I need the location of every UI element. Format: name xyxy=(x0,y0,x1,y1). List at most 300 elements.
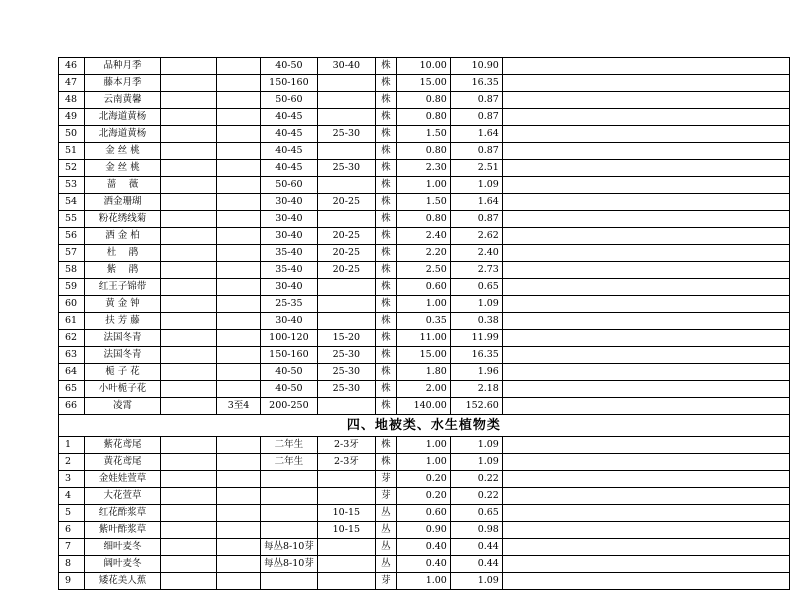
section-title: 四、地被类、水生植物类 xyxy=(59,415,790,437)
cell-name: 紫 鹃 xyxy=(85,262,161,279)
table-row xyxy=(59,177,790,194)
cell-unit: 芽 xyxy=(375,573,396,590)
cell-price-1: 1.00 xyxy=(396,437,450,454)
cell-price-1: 1.50 xyxy=(396,126,450,143)
cell-spec-1 xyxy=(261,505,318,522)
cell-spec-2 xyxy=(317,573,375,590)
cell-price-1: 1.00 xyxy=(396,177,450,194)
cell-name: 蔷 薇 xyxy=(85,177,161,194)
table-row xyxy=(59,573,790,590)
cell-spec-2: 30-40 xyxy=(317,58,375,75)
cell-col3 xyxy=(161,573,217,590)
cell-spec-2: 25-30 xyxy=(317,126,375,143)
cell-name: 法国冬青 xyxy=(85,330,161,347)
cell-col4 xyxy=(217,522,261,539)
table-row xyxy=(59,488,790,505)
table-row xyxy=(59,228,790,245)
cell-no: 63 xyxy=(59,347,85,364)
cell-spec-1 xyxy=(261,471,318,488)
cell-col4 xyxy=(217,454,261,471)
cell-no: 46 xyxy=(59,58,85,75)
cell-name: 藤本月季 xyxy=(85,75,161,92)
cell-no: 47 xyxy=(59,75,85,92)
cell-price-2: 0.65 xyxy=(450,505,502,522)
cell-price-1: 10.00 xyxy=(396,58,450,75)
cell-name: 大花萱草 xyxy=(85,488,161,505)
cell-spec-1: 30-40 xyxy=(261,194,318,211)
cell-spec-2: 25-30 xyxy=(317,364,375,381)
table-row xyxy=(59,313,790,330)
cell-blank xyxy=(502,228,789,245)
cell-blank xyxy=(502,75,789,92)
cell-unit: 丛 xyxy=(375,505,396,522)
cell-price-1: 0.20 xyxy=(396,471,450,488)
cell-spec-2 xyxy=(317,177,375,194)
cell-price-1: 0.90 xyxy=(396,522,450,539)
cell-price-2: 0.87 xyxy=(450,92,502,109)
cell-spec-1: 30-40 xyxy=(261,279,318,296)
cell-price-1: 0.40 xyxy=(396,539,450,556)
cell-col3 xyxy=(161,381,217,398)
cell-price-1: 0.35 xyxy=(396,313,450,330)
cell-unit: 株 xyxy=(375,177,396,194)
cell-col4 xyxy=(217,437,261,454)
table-row xyxy=(59,58,790,75)
cell-unit: 株 xyxy=(375,245,396,262)
cell-col3 xyxy=(161,143,217,160)
cell-no: 61 xyxy=(59,313,85,330)
cell-spec-2: 25-30 xyxy=(317,381,375,398)
cell-spec-2 xyxy=(317,296,375,313)
cell-unit: 株 xyxy=(375,296,396,313)
table-row xyxy=(59,109,790,126)
cell-no: 53 xyxy=(59,177,85,194)
cell-no: 50 xyxy=(59,126,85,143)
cell-spec-1: 40-50 xyxy=(261,381,318,398)
cell-name: 北海道黄杨 xyxy=(85,109,161,126)
cell-col4 xyxy=(217,330,261,347)
table-row xyxy=(59,296,790,313)
cell-unit: 株 xyxy=(375,126,396,143)
cell-price-2: 10.90 xyxy=(450,58,502,75)
cell-blank xyxy=(502,262,789,279)
cell-col3 xyxy=(161,296,217,313)
cell-unit: 株 xyxy=(375,398,396,415)
cell-col4 xyxy=(217,364,261,381)
cell-col4 xyxy=(217,505,261,522)
cell-blank xyxy=(502,126,789,143)
cell-spec-1 xyxy=(261,488,318,505)
cell-price-1: 0.40 xyxy=(396,556,450,573)
cell-col4 xyxy=(217,109,261,126)
cell-blank xyxy=(502,454,789,471)
cell-price-2: 0.22 xyxy=(450,488,502,505)
cell-spec-1: 150-160 xyxy=(261,75,318,92)
cell-name: 阔叶麦冬 xyxy=(85,556,161,573)
cell-no: 2 xyxy=(59,454,85,471)
cell-spec-2 xyxy=(317,398,375,415)
cell-col3 xyxy=(161,313,217,330)
table-body-section-3 xyxy=(59,58,790,415)
cell-price-2: 2.62 xyxy=(450,228,502,245)
cell-unit: 株 xyxy=(375,364,396,381)
cell-spec-1: 40-50 xyxy=(261,364,318,381)
cell-spec-1: 30-40 xyxy=(261,211,318,228)
cell-name: 扶 芳 藤 xyxy=(85,313,161,330)
cell-spec-1 xyxy=(261,522,318,539)
cell-col4 xyxy=(217,539,261,556)
cell-name: 粉花绣线菊 xyxy=(85,211,161,228)
cell-spec-1: 50-60 xyxy=(261,177,318,194)
cell-price-2: 1.09 xyxy=(450,573,502,590)
cell-col3 xyxy=(161,194,217,211)
cell-no: 62 xyxy=(59,330,85,347)
cell-price-2: 1.09 xyxy=(450,177,502,194)
cell-no: 54 xyxy=(59,194,85,211)
cell-blank xyxy=(502,211,789,228)
cell-no: 57 xyxy=(59,245,85,262)
cell-unit: 丛 xyxy=(375,539,396,556)
cell-col3 xyxy=(161,92,217,109)
cell-price-1: 1.50 xyxy=(396,194,450,211)
cell-col4 xyxy=(217,177,261,194)
table-row xyxy=(59,143,790,160)
cell-name: 金 丝 桃 xyxy=(85,143,161,160)
cell-spec-1: 40-45 xyxy=(261,160,318,177)
cell-spec-1: 40-50 xyxy=(261,58,318,75)
cell-blank xyxy=(502,347,789,364)
cell-spec-2: 20-25 xyxy=(317,262,375,279)
cell-price-2: 1.64 xyxy=(450,126,502,143)
cell-no: 64 xyxy=(59,364,85,381)
table-row xyxy=(59,398,790,415)
cell-col4 xyxy=(217,58,261,75)
cell-spec-2: 20-25 xyxy=(317,228,375,245)
cell-spec-1: 25-35 xyxy=(261,296,318,313)
cell-col4 xyxy=(217,228,261,245)
cell-spec-1 xyxy=(261,573,318,590)
cell-unit: 株 xyxy=(375,279,396,296)
cell-unit: 芽 xyxy=(375,471,396,488)
cell-blank xyxy=(502,177,789,194)
cell-price-1: 1.00 xyxy=(396,454,450,471)
cell-spec-1: 二年生 xyxy=(261,454,318,471)
cell-col3 xyxy=(161,522,217,539)
cell-no: 58 xyxy=(59,262,85,279)
cell-price-1: 2.30 xyxy=(396,160,450,177)
cell-spec-1: 200-250 xyxy=(261,398,318,415)
cell-name: 紫花鸢尾 xyxy=(85,437,161,454)
cell-spec-2: 25-30 xyxy=(317,347,375,364)
cell-price-2: 0.44 xyxy=(450,539,502,556)
cell-blank xyxy=(502,160,789,177)
cell-spec-2 xyxy=(317,539,375,556)
table-row xyxy=(59,92,790,109)
section-header xyxy=(59,415,790,437)
cell-price-2: 0.87 xyxy=(450,143,502,160)
cell-col4: 3至4 xyxy=(217,398,261,415)
cell-no: 60 xyxy=(59,296,85,313)
cell-spec-1: 40-45 xyxy=(261,143,318,160)
cell-price-2: 2.40 xyxy=(450,245,502,262)
cell-name: 黄花鸢尾 xyxy=(85,454,161,471)
cell-price-1: 0.60 xyxy=(396,505,450,522)
cell-name: 洒 金 柏 xyxy=(85,228,161,245)
cell-name: 红王子锦带 xyxy=(85,279,161,296)
table-row xyxy=(59,522,790,539)
cell-price-2: 0.87 xyxy=(450,109,502,126)
cell-spec-1: 二年生 xyxy=(261,437,318,454)
cell-price-1: 0.60 xyxy=(396,279,450,296)
cell-price-1: 2.40 xyxy=(396,228,450,245)
cell-price-2: 0.98 xyxy=(450,522,502,539)
table-row xyxy=(59,160,790,177)
cell-col3 xyxy=(161,539,217,556)
cell-col3 xyxy=(161,471,217,488)
cell-blank xyxy=(502,296,789,313)
cell-price-2: 0.44 xyxy=(450,556,502,573)
table-row xyxy=(59,330,790,347)
cell-col4 xyxy=(217,92,261,109)
cell-spec-2 xyxy=(317,488,375,505)
cell-no: 49 xyxy=(59,109,85,126)
cell-blank xyxy=(502,488,789,505)
cell-price-2: 0.22 xyxy=(450,471,502,488)
cell-unit: 丛 xyxy=(375,522,396,539)
cell-col3 xyxy=(161,177,217,194)
cell-price-1: 1.00 xyxy=(396,573,450,590)
cell-col4 xyxy=(217,75,261,92)
cell-spec-1: 35-40 xyxy=(261,262,318,279)
cell-col3 xyxy=(161,160,217,177)
cell-blank xyxy=(502,381,789,398)
cell-blank xyxy=(502,539,789,556)
cell-spec-1: 每丛8-10芽 xyxy=(261,539,318,556)
cell-col3 xyxy=(161,505,217,522)
cell-spec-2: 10-15 xyxy=(317,522,375,539)
cell-name: 细叶麦冬 xyxy=(85,539,161,556)
cell-name: 杜 鹃 xyxy=(85,245,161,262)
cell-spec-2: 25-30 xyxy=(317,160,375,177)
cell-spec-2 xyxy=(317,556,375,573)
cell-col3 xyxy=(161,126,217,143)
cell-col3 xyxy=(161,58,217,75)
cell-blank xyxy=(502,437,789,454)
cell-col3 xyxy=(161,228,217,245)
cell-unit: 株 xyxy=(375,109,396,126)
table-row xyxy=(59,194,790,211)
cell-unit: 株 xyxy=(375,330,396,347)
cell-name: 云南黄馨 xyxy=(85,92,161,109)
cell-spec-2: 20-25 xyxy=(317,245,375,262)
cell-spec-1: 50-60 xyxy=(261,92,318,109)
cell-blank xyxy=(502,109,789,126)
cell-unit: 株 xyxy=(375,454,396,471)
cell-blank xyxy=(502,330,789,347)
cell-col4 xyxy=(217,143,261,160)
cell-col3 xyxy=(161,330,217,347)
cell-col4 xyxy=(217,211,261,228)
table-row xyxy=(59,505,790,522)
cell-col4 xyxy=(217,262,261,279)
cell-col4 xyxy=(217,471,261,488)
cell-price-2: 0.38 xyxy=(450,313,502,330)
cell-price-2: 2.51 xyxy=(450,160,502,177)
cell-no: 59 xyxy=(59,279,85,296)
cell-col3 xyxy=(161,109,217,126)
cell-col3 xyxy=(161,75,217,92)
cell-col4 xyxy=(217,245,261,262)
cell-price-1: 15.00 xyxy=(396,75,450,92)
cell-name: 北海道黄杨 xyxy=(85,126,161,143)
cell-blank xyxy=(502,573,789,590)
cell-col3 xyxy=(161,364,217,381)
cell-blank xyxy=(502,505,789,522)
cell-unit: 株 xyxy=(375,58,396,75)
table-row xyxy=(59,539,790,556)
cell-col3 xyxy=(161,245,217,262)
cell-spec-2 xyxy=(317,211,375,228)
cell-unit: 株 xyxy=(375,211,396,228)
cell-name: 矮花美人蕉 xyxy=(85,573,161,590)
cell-spec-2 xyxy=(317,471,375,488)
cell-col3 xyxy=(161,488,217,505)
cell-spec-1: 40-45 xyxy=(261,109,318,126)
cell-blank xyxy=(502,398,789,415)
cell-unit: 株 xyxy=(375,262,396,279)
cell-spec-2: 15-20 xyxy=(317,330,375,347)
cell-no: 5 xyxy=(59,505,85,522)
cell-price-1: 1.80 xyxy=(396,364,450,381)
cell-spec-1: 100-120 xyxy=(261,330,318,347)
cell-no: 66 xyxy=(59,398,85,415)
cell-spec-2: 20-25 xyxy=(317,194,375,211)
cell-blank xyxy=(502,92,789,109)
cell-spec-1: 30-40 xyxy=(261,313,318,330)
cell-name: 金 丝 桃 xyxy=(85,160,161,177)
cell-no: 52 xyxy=(59,160,85,177)
cell-blank xyxy=(502,194,789,211)
cell-price-2: 0.65 xyxy=(450,279,502,296)
cell-unit: 株 xyxy=(375,92,396,109)
cell-price-1: 0.80 xyxy=(396,211,450,228)
cell-price-2: 2.73 xyxy=(450,262,502,279)
table-row xyxy=(59,437,790,454)
cell-no: 8 xyxy=(59,556,85,573)
cell-price-2: 1.09 xyxy=(450,296,502,313)
cell-price-1: 140.00 xyxy=(396,398,450,415)
cell-no: 1 xyxy=(59,437,85,454)
cell-blank xyxy=(502,471,789,488)
cell-blank xyxy=(502,279,789,296)
cell-no: 48 xyxy=(59,92,85,109)
cell-no: 6 xyxy=(59,522,85,539)
table-row xyxy=(59,381,790,398)
cell-col4 xyxy=(217,488,261,505)
cell-price-2: 16.35 xyxy=(450,347,502,364)
cell-name: 小叶栀子花 xyxy=(85,381,161,398)
cell-col4 xyxy=(217,126,261,143)
cell-price-2: 2.18 xyxy=(450,381,502,398)
table-row xyxy=(59,279,790,296)
cell-col4 xyxy=(217,194,261,211)
cell-spec-2: 10-15 xyxy=(317,505,375,522)
cell-name: 凌霄 xyxy=(85,398,161,415)
cell-spec-1: 35-40 xyxy=(261,245,318,262)
cell-col4 xyxy=(217,556,261,573)
cell-price-1: 0.20 xyxy=(396,488,450,505)
cell-col3 xyxy=(161,262,217,279)
cell-unit: 株 xyxy=(375,160,396,177)
cell-name: 红花酢浆草 xyxy=(85,505,161,522)
cell-blank xyxy=(502,245,789,262)
cell-col4 xyxy=(217,279,261,296)
cell-unit: 株 xyxy=(375,381,396,398)
cell-col3 xyxy=(161,556,217,573)
cell-price-2: 1.09 xyxy=(450,437,502,454)
cell-no: 51 xyxy=(59,143,85,160)
cell-price-2: 1.64 xyxy=(450,194,502,211)
cell-price-2: 1.09 xyxy=(450,454,502,471)
cell-name: 黄 金 钟 xyxy=(85,296,161,313)
cell-col3 xyxy=(161,211,217,228)
cell-col3 xyxy=(161,279,217,296)
table-row xyxy=(59,262,790,279)
cell-unit: 株 xyxy=(375,194,396,211)
cell-col4 xyxy=(217,573,261,590)
cell-price-1: 11.00 xyxy=(396,330,450,347)
cell-spec-2: 2-3牙 xyxy=(317,454,375,471)
cell-unit: 株 xyxy=(375,313,396,330)
cell-price-1: 2.00 xyxy=(396,381,450,398)
cell-col3 xyxy=(161,347,217,364)
cell-name: 法国冬青 xyxy=(85,347,161,364)
cell-price-1: 0.80 xyxy=(396,109,450,126)
cell-blank xyxy=(502,522,789,539)
table-row xyxy=(59,245,790,262)
cell-price-2: 152.60 xyxy=(450,398,502,415)
cell-unit: 株 xyxy=(375,228,396,245)
cell-unit: 株 xyxy=(375,143,396,160)
cell-col3 xyxy=(161,454,217,471)
cell-price-1: 2.20 xyxy=(396,245,450,262)
cell-spec-2 xyxy=(317,109,375,126)
cell-spec-1: 150-160 xyxy=(261,347,318,364)
table-row xyxy=(59,75,790,92)
price-table xyxy=(58,57,790,590)
cell-blank xyxy=(502,556,789,573)
cell-col3 xyxy=(161,437,217,454)
cell-price-1: 1.00 xyxy=(396,296,450,313)
cell-no: 4 xyxy=(59,488,85,505)
cell-spec-2 xyxy=(317,75,375,92)
cell-blank xyxy=(502,143,789,160)
cell-unit: 株 xyxy=(375,75,396,92)
cell-spec-2 xyxy=(317,143,375,160)
cell-blank xyxy=(502,364,789,381)
table-row xyxy=(59,347,790,364)
cell-no: 56 xyxy=(59,228,85,245)
cell-blank xyxy=(502,313,789,330)
cell-spec-1: 30-40 xyxy=(261,228,318,245)
cell-name: 栀 子 花 xyxy=(85,364,161,381)
cell-unit: 丛 xyxy=(375,556,396,573)
cell-spec-2 xyxy=(317,313,375,330)
cell-spec-1: 每丛8-10芽 xyxy=(261,556,318,573)
cell-col4 xyxy=(217,296,261,313)
cell-unit: 芽 xyxy=(375,488,396,505)
cell-spec-2 xyxy=(317,92,375,109)
